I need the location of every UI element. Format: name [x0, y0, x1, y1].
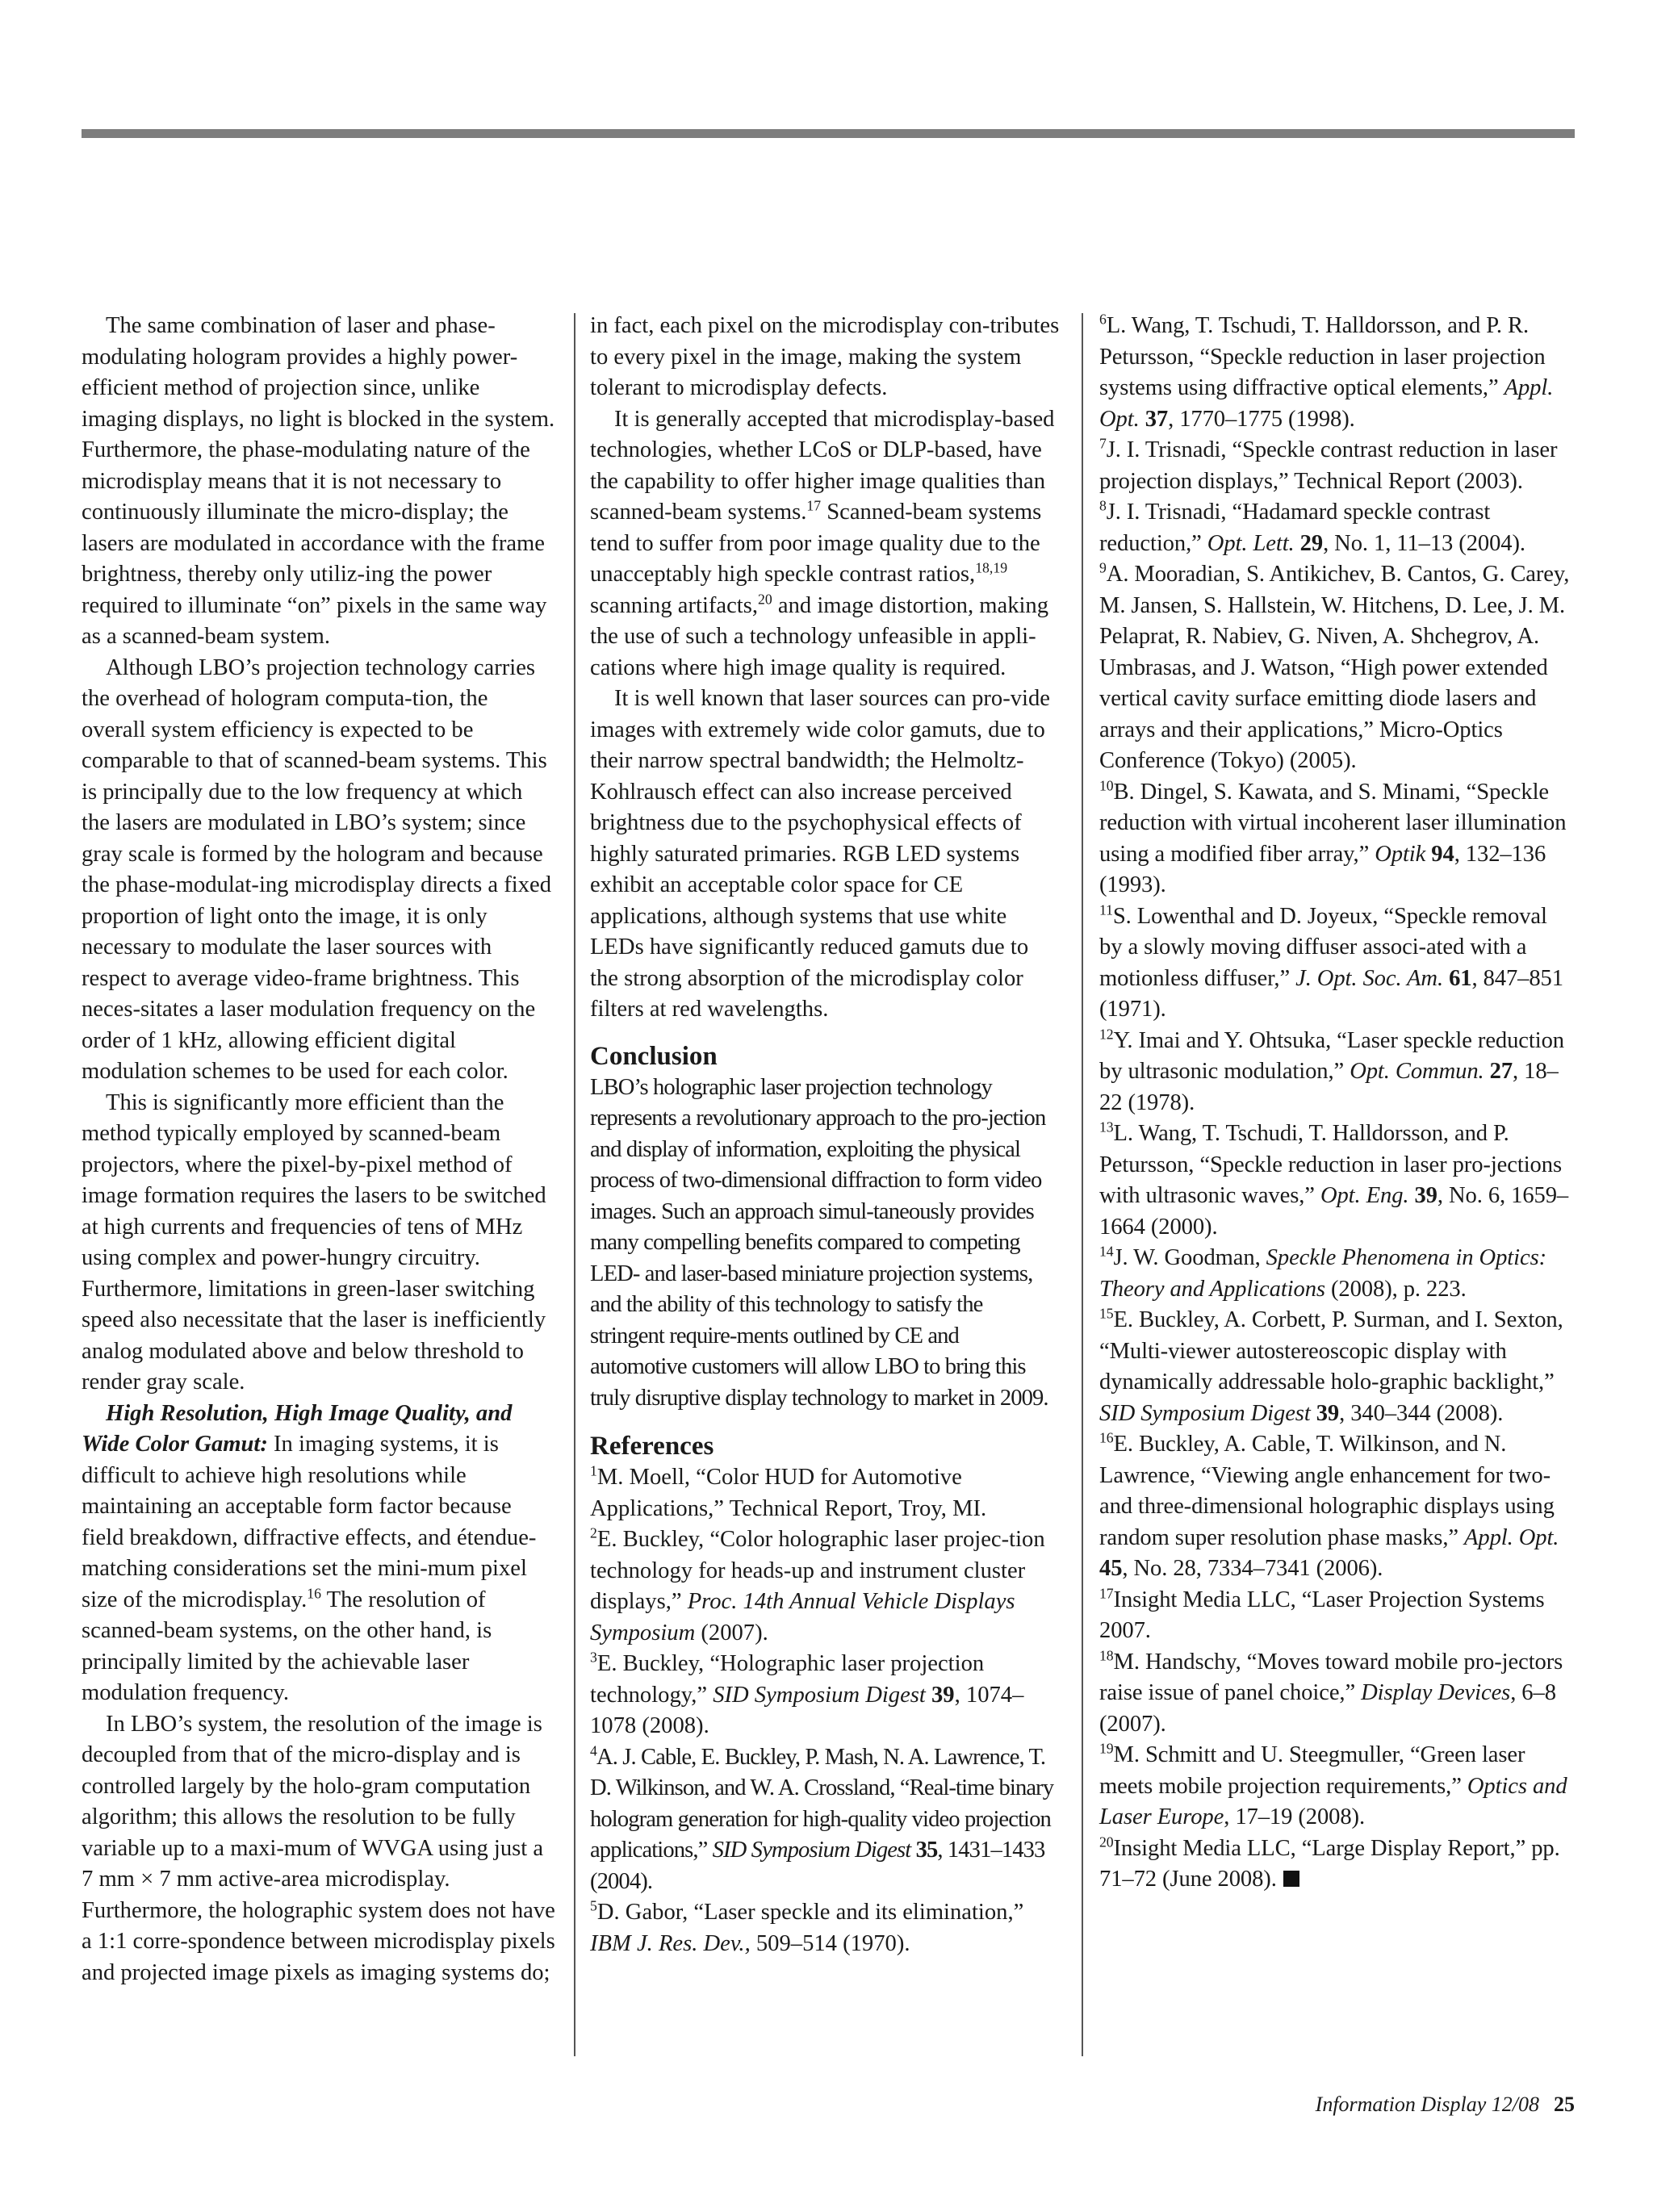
- reference: $^1$M. Moell, “Color HUD for Automotive Applications,” Technical Report, Troy, MI.: [590, 1462, 987, 1521]
- paragraph: In LBO’s system, the resolution of the image is decoupled from that of the micro-display and is controlled largely by the holo-gram computation algorithm; this allows the resolution to be fully variable up to a maxi-mum of WVGA using just a 7 mm × 7 mm active-area microdisplay. Furthermore, the holographic system does not have a 1:1 corre-spondence between microdisplay pixels and projected image pixels as imaging systems do;: [82, 1711, 555, 1985]
- paragraph: This is significantly more efficient than the method typically employed by scanned-beam projectors, where the pixel-by-pixel method of image formation requires the lasers to be switched at high currents and frequencies of tens of MHz using complex and power-hungry circuitry. Furthermore, limitations in green-laser switching speed also necessitate that the laser is inefficiently analog modulated above and below threshold to render gray scale.: [82, 1089, 546, 1395]
- column-1: [82, 311, 556, 1988]
- reference: $^4$A. J. Cable, E. Buckley, P. Mash, N. A. Lawrence, T. D. Wilkinson, and W. A. Crossland, “Real-time binary hologram generation for high-quality video projection applications,” SID Symposium Digest 35, 1431–1433 (2004).: [590, 1742, 1054, 1894]
- reference: $^{15}$E. Buckley, A. Corbett, P. Surman, and I. Sexton, “Multi-viewer autostereoscopic display with dynamically addressable holo-graphic backlight,” SID Symposium Digest 39, 340–344 (2008).: [1099, 1305, 1563, 1426]
- reference: $^{17}$Insight Media LLC, “Laser Projection Systems 2007.: [1099, 1584, 1545, 1643]
- page-footer: [1316, 2092, 1575, 2118]
- column-2: [590, 311, 1060, 1959]
- run-in-heading: High Resolution, High Image Quality, and Wide Color Gamut:: [82, 1400, 513, 1457]
- reference: $^{18}$M. Handschy, “Moves toward mobile pro-jectors raise issue of panel choice,” Display Devices, 6–8 (2007).: [1099, 1646, 1563, 1737]
- paragraph: It is well known that laser sources can pro-vide images with extremely wide color gamuts, due to their narrow spectral bandwidth; the Helmoltz-Kohlrausch effect can also increase perceived brightness due to the psychophysical effects of highly saturated primaries. RGB LED systems exhibit an acceptable color space for CE applications, although systems that use white LEDs have significantly reduced gamuts due to the strong absorption of the microdisplay color filters at red wavelengths.: [590, 686, 1050, 1022]
- reference: $^3$E. Buckley, “Holographic laser projection technology,” SID Symposium Digest 39, 1074–1078 (2008).: [590, 1649, 1024, 1738]
- column-divider: [1082, 313, 1083, 2056]
- column-3: [1099, 311, 1576, 1896]
- paragraph: The same combination of laser and phase-modulating hologram provides a highly power-efficient method of projection since, unlike imaging displays, no light is blocked in the system. Furthermore, the phase-modulating nature of the microdisplay means that it is not necessary to continuously illuminate the micro-display; the lasers are modulated in accordance with the frame brightness, thereby only utiliz-ing the power required to illuminate “on” pixels in the same way as a scanned-beam system.: [82, 313, 555, 649]
- header-rule: [82, 129, 1575, 138]
- reference: $^6$L. Wang, T. Tschudi, T. Halldorsson, and P. R. Petursson, “Speckle reduction in laser projection systems using diffractive optical elements,” Appl. Opt. 37, 1770–1775 (1998).: [1099, 311, 1554, 432]
- reference: $^{16}$E. Buckley, A. Cable, T. Wilkinson, and N. Lawrence, “Viewing angle enhancement for two- and three-dimensional holographic displays using random super resolution phase masks,” Appl. Opt. 45, No. 28, 7334–7341 (2006).: [1099, 1429, 1559, 1581]
- section-heading: References: [590, 1432, 714, 1461]
- end-of-article-mark: [1283, 1871, 1299, 1887]
- paragraph: Although LBO’s projection technology carries the overhead of hologram computa-tion, the overall system efficiency is expected to be comparable to that of scanned-beam systems. This is principally due to the low frequency at which the lasers are modulated in LBO’s system; since gray scale is formed by the hologram and because the phase-modulat-ing microdisplay directs a fixed proportion of light onto the image, it is only necessary to modulate the laser sources with respect to average video-frame brightness. This neces-sitates a laser modulation frequency on the order of 1 kHz, allowing efficient digital modulation schemes to be used for each color.: [82, 654, 552, 1084]
- reference: $^5$D. Gabor, “Laser speckle and its elimination,” IBM J. Res. Dev., 509–514 (1970).: [590, 1897, 1024, 1956]
- paragraph: It is generally accepted that microdisplay-based technologies, whether LCoS or DLP-based, have the capability to offer higher image qualities than scanned-beam systems.$^{17}$ Scanned-beam systems tend to suffer from poor image quality due to the unacceptably high speckle contrast ratios,$^{18,19}$ scanning artifacts,$^{20}$ and image distortion, making the use of such a technology unfeasible in appli-cations where high image quality is required.: [590, 406, 1055, 680]
- journal-issue: Information Display 12/08: [1315, 2093, 1539, 2116]
- paragraph: in fact, each pixel on the microdisplay con-tributes to every pixel in the image, making the system tolerant to microdisplay defects.: [590, 313, 1060, 400]
- paragraph: LBO’s holographic laser projection technology represents a revolutionary approach to the pro-jection and display of information, exploiting the physical process of two-dimensional diffraction to form video images. Such an approach simul-taneously provides many compelling benefits compared to competing LED- and laser-based miniature projection systems, and the ability of this technology to satisfy the stringent require-ments outlined by CE and automotive customers will allow LBO to bring this truly disruptive display technology to market in 2009.: [590, 1074, 1048, 1411]
- reference: $^{19}$M. Schmitt and U. Steegmuller, “Green laser meets mobile projection requirements,” Optics and Laser Europe, 17–19 (2008).: [1099, 1740, 1567, 1829]
- reference: $^2$E. Buckley, “Color holographic laser projec-tion technology for heads-up and instrument cluster displays,” Proc. 14th Annual Vehicle Displays Symposium (2007).: [590, 1524, 1045, 1645]
- reference: $^{13}$L. Wang, T. Tschudi, T. Halldorsson, and P. Petursson, “Speckle reduction in laser pro-jections with ultrasonic waves,” Opt. Eng. 39, No. 6, 1659–1664 (2000).: [1099, 1119, 1569, 1240]
- reference: $^{11}$S. Lowenthal and D. Joyeux, “Speckle removal by a slowly moving diffuser associ-ated with a motionless diffuser,” J. Opt. Soc. Am. 61, 847–851 (1971).: [1099, 901, 1563, 1022]
- reference: $^9$A. Mooradian, S. Antikichev, B. Cantos, G. Carey, M. Jansen, S. Hallstein, W. Hitchens, D. Lee, J. M. Pelaprat, R. Nabiev, G. Niven, A. Shchegrov, A. Umbrasas, and J. Watson, “High power extended vertical cavity surface emitting diode lasers and arrays and their applications,” Micro-Optics Conference (Tokyo) (2005).: [1099, 559, 1570, 773]
- reference: $^{10}$B. Dingel, S. Kawata, and S. Minami, “Speckle reduction with virtual incoherent laser illumination using a modified fiber array,” Optik 94, 132–136 (1993).: [1099, 776, 1567, 897]
- reference: $^{14}$J. W. Goodman, Speckle Phenomena in Optics: Theory and Applications (2008), p. 223.: [1099, 1243, 1547, 1302]
- column-divider: [574, 313, 575, 2056]
- paragraph: High Resolution, High Image Quality, and Wide Color Gamut: In imaging systems, it is difficult to achieve high resolutions while maintaining an acceptable form factor because field breakdown, diffractive effects, and étendue-matching considerations set the mini-mum pixel size of the microdisplay.$^{16}$ The resolution of scanned-beam systems, on the other hand, is principally limited by the achievable laser modulation frequency.: [82, 1400, 537, 1705]
- reference: $^{20}$Insight Media LLC, “Large Display Report,” pp. 71–72 (June 2008).: [1099, 1833, 1560, 1892]
- page-number: 25: [1554, 2093, 1575, 2116]
- reference: $^8$J. I. Trisnadi, “Hadamard speckle contrast reduction,” Opt. Lett. 29, No. 1, 11–13 (2004).: [1099, 497, 1525, 556]
- reference: $^{12}$Y. Imai and Y. Ohtsuka, “Laser speckle reduction by ultrasonic modulation,” Opt. Commun. 27, 18–22 (1978).: [1099, 1025, 1564, 1115]
- section-heading: Conclusion: [590, 1041, 718, 1071]
- reference: $^7$J. I. Trisnadi, “Speckle contrast reduction in laser projection displays,” Technical Report (2003).: [1099, 435, 1558, 494]
